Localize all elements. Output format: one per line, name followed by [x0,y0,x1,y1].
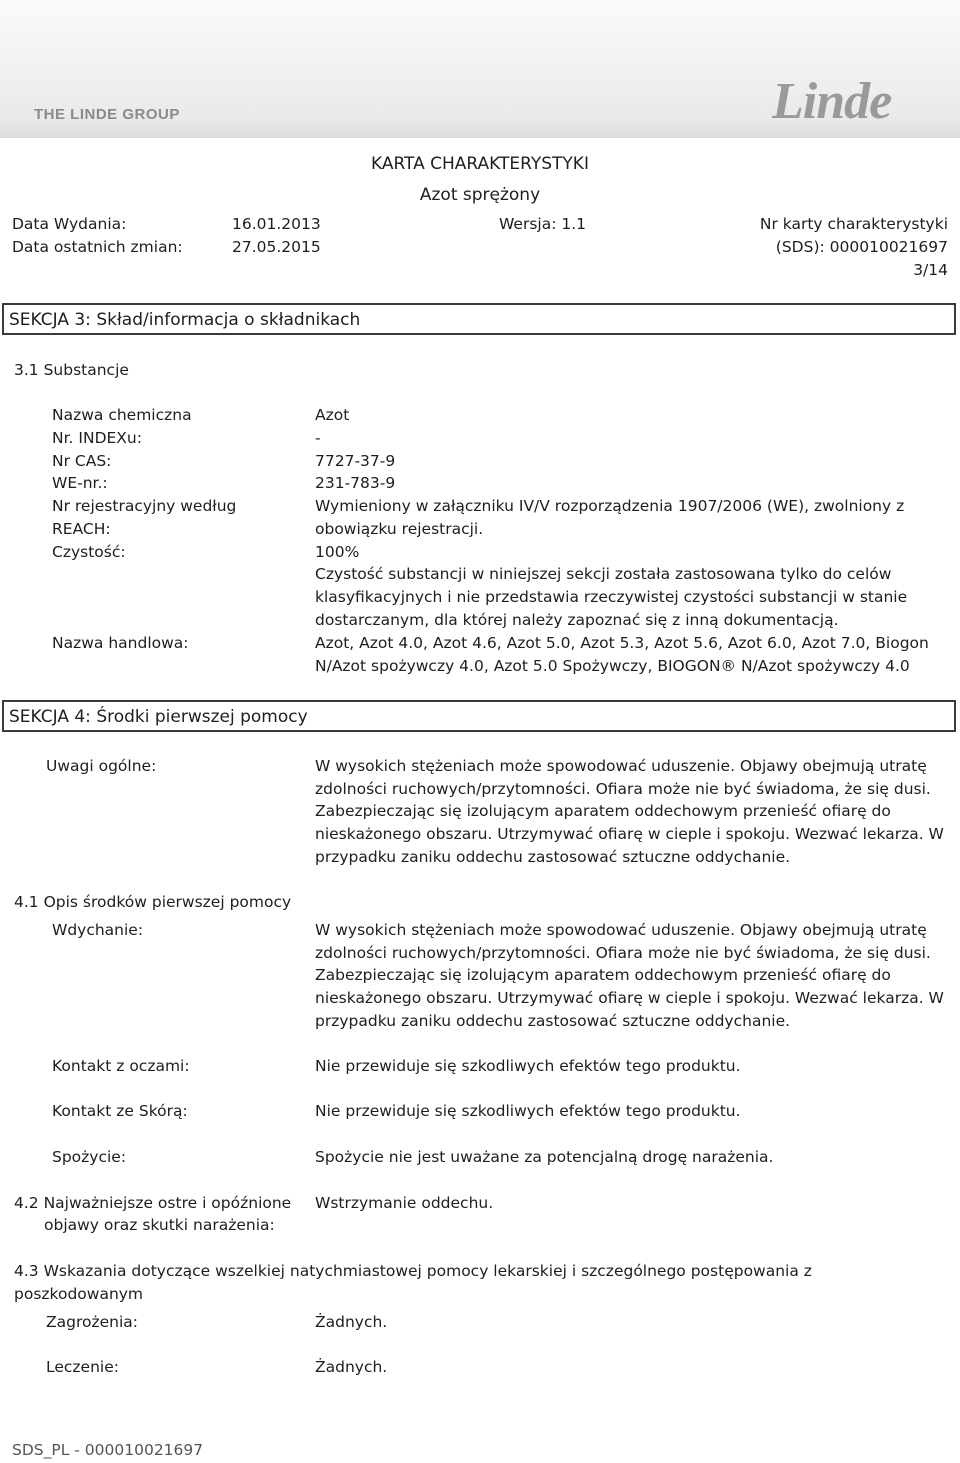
skin-contact-label: Kontakt ze Skórą: [52,1102,188,1120]
page-number: 3/14 [913,261,948,279]
section-4-header [2,700,956,732]
purity-label: Czystość: [52,543,126,561]
trade-name-line1: Azot, Azot 4.0, Azot 4.6, Azot 5.0, Azot 5.3, Azot 5.6, Azot 6.0, Azot 7.0, Biogon [315,634,929,652]
reach-label-line1: Nr rejestracyjny według [52,497,237,515]
subsection-4-2-line1: 4.2 Najważniejsze ostre i opóźnione [14,1194,292,1212]
eye-contact-label: Kontakt z oczami: [52,1057,190,1075]
reach-value-line1: Wymieniony w załączniku IV/V rozporządzenia 1907/2006 (WE), zwolniony z [315,497,905,515]
trade-name-label: Nazwa handlowa: [52,634,189,652]
treatment-text: Żadnych. [315,1358,388,1376]
subsection-4-1: 4.1 Opis środków pierwszej pomocy [14,893,292,911]
subsection-3-1: 3.1 Substancje [14,361,129,379]
ingestion-text: Spożycie nie jest uważane za potencjalną drogę narażenia. [315,1148,774,1166]
index-value: - [315,429,321,447]
eye-contact-text: Nie przewiduje się szkodliwych efektów tego produktu. [315,1057,741,1075]
revision-date-label: Data ostatnich zmian: [12,238,183,256]
ingestion-label: Spożycie: [52,1148,127,1166]
sds-number: (SDS): 000010021697 [775,238,948,256]
header-banner [0,0,960,138]
hazards-text: Żadnych. [315,1313,388,1331]
inhalation-text-line4: nieskażonego obszaru. Utrzymywać ofiarę w cieple i spokoju. Wezwać lekarza. W [315,989,944,1007]
inhalation-text-line1: W wysokich stężeniach może spowodować uduszenie. Objawy obejmują utratę [315,921,927,939]
section-4-title: SEKCJA 4: Środki pierwszej pomocy [9,707,308,727]
inhalation-text-line2: zdolności ruchowych/przytomności. Ofiara może nie być świadoma, że się dusi. [315,944,931,962]
inhalation-text-line5: przypadku zaniku oddechu zastosować sztuczne oddychanie. [315,1012,791,1030]
revision-date: 27.05.2015 [232,238,321,256]
reach-label-line2: REACH: [52,520,111,538]
general-text-line1: W wysokich stężeniach może spowodować uduszenie. Objawy obejmują utratę [315,757,927,775]
general-text-line5: przypadku zaniku oddechu zastosować sztuczne oddychanie. [315,848,791,866]
footer-doc-code: SDS_PL - 000010021697 [12,1441,204,1459]
we-value: 231-783-9 [315,474,396,492]
section-3-title: SEKCJA 3: Skład/informacja o składnikach [9,310,361,330]
issue-date-label: Data Wydania: [12,215,127,233]
skin-contact-text: Nie przewiduje się szkodliwych efektów tego produktu. [315,1102,741,1120]
section-3-header [2,303,956,335]
we-label: WE-nr.: [52,474,108,492]
linde-group-logo: THE LINDE GROUP [34,106,180,123]
issue-date: 16.01.2013 [232,215,321,233]
hazards-label: Zagrożenia: [46,1313,138,1331]
subsection-4-2-text: Wstrzymanie oddechu. [315,1194,494,1212]
general-remarks-label: Uwagi ogólne: [46,757,157,775]
sds-label: Nr karty charakterystyki [759,215,948,233]
linde-brand-logo: Linde [772,73,892,130]
subsection-4-2-line2: objawy oraz skutki narażenia: [44,1216,275,1234]
cas-label: Nr CAS: [52,452,112,470]
general-text-line4: nieskażonego obszaru. Utrzymywać ofiarę w cieple i spokoju. Wezwać lekarza. W [315,825,944,843]
inhalation-label: Wdychanie: [52,921,144,939]
subsection-4-3-line1: 4.3 Wskazania dotyczące wszelkiej natychmiastowej pomocy lekarskiej i szczególnego postępowania z [14,1262,812,1280]
version: Wersja: 1.1 [499,215,587,233]
purity-note-line2: klasyfikacyjnych i nie przedstawia rzeczywistej czystości substancji w stanie [315,588,908,606]
purity-value: 100% [315,543,360,561]
purity-note-line1: Czystość substancji w niniejszej sekcji została zastosowana tylko do celów [315,565,892,583]
general-text-line2: zdolności ruchowych/przytomności. Ofiara może nie być świadoma, że się dusi. [315,780,931,798]
chem-name-label: Nazwa chemiczna [52,406,192,424]
treatment-label: Leczenie: [46,1358,119,1376]
product-name: Azot sprężony [419,185,541,205]
purity-note-line3: dostarczanym, dla której należy zapoznać się z inną dokumentacją. [315,611,839,629]
document-title: KARTA CHARAKTERYSTYKI [371,154,589,174]
inhalation-text-line3: Zabezpieczając się izolującym aparatem oddechowym przenieść ofiarę do [315,966,891,984]
trade-name-line2: N/Azot spożywczy 4.0, Azot 5.0 Spożywczy, BIOGON® N/Azot spożywczy 4.0 [315,657,910,675]
reach-value-line2: obowiązku rejestracji. [315,520,484,538]
subsection-4-3-line2: poszkodowanym [14,1285,144,1303]
index-label: Nr. INDEXu: [52,429,142,447]
general-text-line3: Zabezpieczając się izolującym aparatem oddechowym przenieść ofiarę do [315,802,891,820]
cas-value: 7727-37-9 [315,452,396,470]
chem-name-value: Azot [315,406,350,424]
